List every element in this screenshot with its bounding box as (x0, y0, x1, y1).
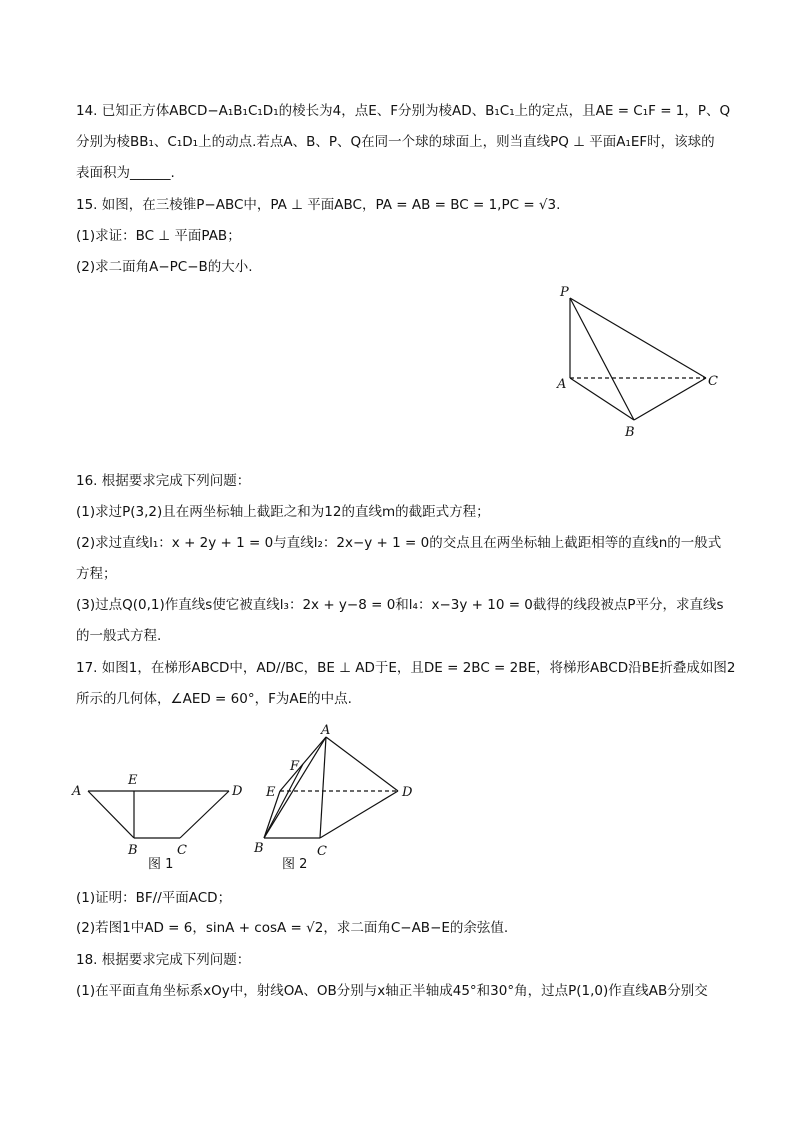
fig2-edge-be (264, 791, 280, 838)
q16-stem: 16. 根据要求完成下列问题： (76, 473, 251, 489)
fig1-edge-cd (180, 791, 229, 838)
fig2-edge-ae (280, 737, 326, 791)
q15-stem: 15. 如图，在三棱锥P−ABC中，PA ⊥ 平面ABC，PA = AB = BC = 1,PC = √3. (76, 197, 561, 213)
fig2-label-c: C (317, 844, 327, 859)
fig1-label-b: B (128, 843, 138, 858)
fig1-label-e: E (128, 773, 138, 788)
q15-part-2: (2)求二面角A−PC−B的大小. (76, 259, 253, 275)
q17-line-2: 所示的几何体，∠AED = 60°，F为AE的中点. (76, 691, 352, 707)
fig2-edge-ad (326, 737, 398, 791)
q16-part-2b: 方程； (76, 566, 117, 582)
q17-line-1: 17. 如图1，在梯形ABCD中，AD//BC，BE ⊥ AD于E，且DE = 2BC = 2BE，将梯形ABCD沿BE折叠成如图2 (76, 660, 736, 676)
q16-part-3a: (3)过点Q(0,1)作直线s使它被直线l₃：2x + y−8 = 0和l₄：x−3y + 10 = 0截得的线段被点P平分，求直线s (76, 597, 724, 613)
fig2-label-d: D (402, 785, 413, 800)
edge-ab (570, 378, 634, 420)
q16-part-2a: (2)求过直线l₁：x + 2y + 1 = 0与直线l₂：2x−y + 1 = 0的交点且在两坐标轴上截距相等的直线n的一般式 (76, 535, 722, 551)
q17-part-1: (1)证明：BF//平面ACD； (76, 890, 232, 906)
label-b: B (625, 425, 635, 440)
fig1-label-c: C (177, 843, 187, 858)
label-a: A (557, 377, 567, 392)
fig2-label-e: E (266, 785, 276, 800)
fig1-label-a: A (72, 784, 82, 799)
fig2-caption: 图 2 (282, 857, 308, 872)
q14-line-3: 表面积为______. (76, 165, 175, 181)
edge-bc (634, 378, 706, 420)
fig1-caption: 图 1 (148, 857, 174, 872)
label-p: P (560, 285, 569, 300)
label-c: C (708, 374, 718, 389)
q18-part-1: (1)在平面直角坐标系xOy中，射线OA、OB分别与x轴正半轴成45°和30°角，过点P(1,0)作直线AB分别交 (76, 983, 708, 999)
fig2-label-f: F (290, 759, 300, 774)
edge-pc (570, 298, 706, 378)
fig1-label-d: D (232, 784, 243, 799)
q14-line-1: 14. 已知正方体ABCD−A₁B₁C₁D₁的棱长为4，点E、F分别为棱AD、B₁C₁上的定点，且AE = C₁F = 1，P、Q (76, 103, 731, 119)
fig2-label-b: B (254, 841, 264, 856)
q16-part-1: (1)求过P(3,2)且在两坐标轴上截距之和为12的直线m的截距式方程； (76, 504, 490, 520)
q15-part-1: (1)求证：BC ⊥ 平面PAB； (76, 228, 241, 244)
q16-part-3b: 的一般式方程. (76, 628, 162, 644)
fig1-edge-ab (88, 791, 134, 838)
q18-stem: 18. 根据要求完成下列问题： (76, 952, 251, 968)
fig2-edge-ac (320, 737, 326, 838)
fig2-edge-ab (264, 737, 326, 838)
edge-pb (570, 298, 634, 420)
fig2-edge-bf (264, 764, 303, 838)
q14-line-2: 分别为棱BB₁、C₁D₁上的动点.若点A、B、P、Q在同一个球的球面上，则当直线PQ ⊥ 平面A₁EF时，该球的 (76, 134, 715, 150)
q17-part-2: (2)若图1中AD = 6，sinA + cosA = √2，求二面角C−AB−E的余弦值. (76, 920, 509, 936)
fig2-label-a: A (321, 723, 331, 738)
fig2-edge-cd (320, 791, 398, 838)
